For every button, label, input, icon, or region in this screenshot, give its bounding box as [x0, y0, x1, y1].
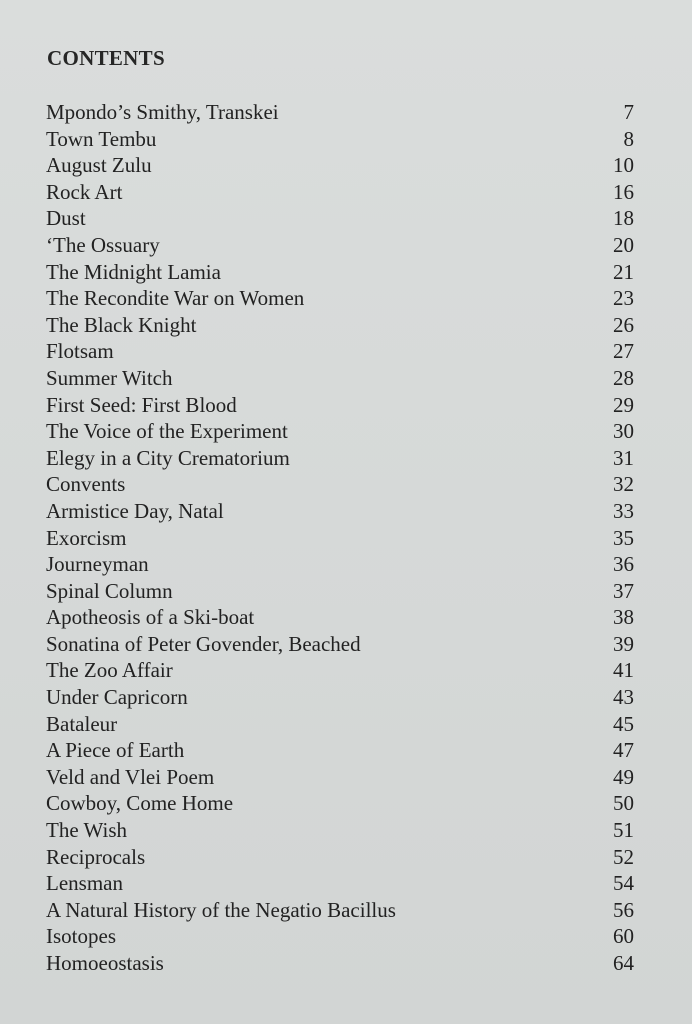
toc-entry-title: Convents: [46, 472, 126, 497]
toc-entry: [0, 418, 692, 445]
toc-entry-page-number: 51: [613, 818, 634, 843]
toc-entry-title: Spinal Column: [46, 578, 173, 603]
toc-entry-page-number: 31: [613, 445, 634, 470]
toc-entry-page-number: 16: [613, 179, 634, 204]
toc-entry-page-number: 8: [623, 126, 634, 151]
toc-entry: [0, 844, 692, 871]
toc-entry-title: The Recondite War on Women: [46, 286, 305, 311]
toc-entry: [0, 205, 692, 232]
toc-entry-title: Sonatina of Peter Govender, Beached: [46, 631, 361, 656]
toc-entry-page-number: 56: [613, 897, 634, 922]
toc-entry-page-number: 39: [613, 631, 634, 656]
toc-entry: [0, 152, 692, 179]
toc-entry-page-number: 18: [613, 206, 634, 231]
toc-entry-page-number: 32: [613, 472, 634, 497]
toc-entry-page-number: 41: [613, 658, 634, 683]
toc-entry-title: Armistice Day, Natal: [46, 498, 224, 523]
toc-entry-title: Journeyman: [46, 552, 149, 577]
toc-entry-title: The Wish: [46, 818, 128, 843]
toc-entry-page-number: 23: [613, 286, 634, 311]
toc-entry-page-number: 29: [613, 392, 634, 417]
toc-entry-page-number: 54: [613, 871, 634, 896]
contents-heading: CONTENTS: [47, 46, 165, 70]
toc-entry-page-number: 36: [613, 552, 634, 577]
toc-entry-page-number: 47: [613, 738, 634, 763]
toc-entry-title: Elegy in a City Crematorium: [46, 445, 290, 470]
toc-entry-title: August Zulu: [46, 153, 152, 178]
toc-entry-page-number: 50: [613, 791, 634, 816]
toc-entry: [0, 338, 692, 365]
toc-entry: [0, 950, 692, 977]
toc-entry: [0, 259, 692, 286]
toc-entry-page-number: 21: [613, 259, 634, 284]
toc-entry-title: The Midnight Lamia: [46, 259, 221, 284]
toc-entry-title: Homoeostasis: [46, 951, 164, 975]
toc-entry-page-number: 33: [613, 498, 634, 523]
toc-entry-title: The Voice of the Experiment: [46, 419, 288, 444]
toc-entry: [0, 365, 692, 392]
toc-entry-title: Dust: [46, 206, 86, 231]
toc-entry-title: Under Capricorn: [46, 685, 188, 710]
toc-entry-page-number: 52: [613, 844, 634, 869]
toc-entry-title: Summer Witch: [46, 365, 173, 390]
toc-entry: [0, 471, 692, 498]
toc-entry-title: Veld and Vlei Poem: [46, 764, 215, 789]
toc-entry: [0, 870, 692, 897]
toc-entry-page-number: 35: [613, 525, 634, 550]
toc-entry-title: Mpondo’s Smithy, Transkei: [46, 100, 279, 124]
toc-entry: [0, 312, 692, 339]
toc-entry: [0, 711, 692, 738]
toc-entry-title: Isotopes: [46, 924, 116, 949]
toc-entry: [0, 790, 692, 817]
toc-entry: [0, 232, 692, 259]
toc-entry: [0, 445, 692, 472]
toc-entry-title: A Natural History of the Negatio Bacillus: [46, 897, 396, 922]
toc-entry: [0, 764, 692, 791]
toc-entry: [0, 817, 692, 844]
toc-entry: [0, 737, 692, 764]
toc-entry-title: Cowboy, Come Home: [46, 791, 234, 816]
toc-entry-title: First Seed: First Blood: [46, 392, 237, 417]
toc-entry-title: The Zoo Affair: [46, 658, 173, 683]
toc-entry: [0, 392, 692, 419]
toc-entry-title: Flotsam: [46, 339, 114, 364]
toc-entry: [0, 631, 692, 658]
toc-entry-page-number: 7: [623, 100, 634, 124]
toc-entry-page-number: 26: [613, 312, 634, 337]
toc-entry-page-number: 28: [613, 365, 634, 390]
toc-entry-title: Rock Art: [46, 179, 123, 204]
toc-entry: [0, 604, 692, 631]
toc-entry-title: Town Tembu: [46, 126, 157, 151]
toc-entry: [0, 897, 692, 924]
toc-entry: [0, 923, 692, 950]
toc-entry-title: Lensman: [46, 871, 123, 896]
toc-entry-page-number: 30: [613, 419, 634, 444]
toc-entry-title: Bataleur: [46, 711, 118, 736]
toc-entry: [0, 99, 692, 126]
toc-entry-page-number: 10: [613, 153, 634, 178]
toc-entry-title: Exorcism: [46, 525, 127, 550]
toc-entry-page-number: 27: [613, 339, 634, 364]
toc-entry-page-number: 64: [613, 951, 634, 975]
toc-entry: [0, 525, 692, 552]
toc-entry: [0, 285, 692, 312]
toc-entry: [0, 498, 692, 525]
toc-entry-title: A Piece of Earth: [46, 738, 185, 763]
toc-entry-title: The Black Knight: [46, 312, 197, 337]
toc-entry-title: Reciprocals: [46, 844, 146, 869]
toc-entry-title: ‘The Ossuary: [46, 232, 160, 257]
table-of-contents: [0, 99, 692, 977]
toc-entry-title: Apotheosis of a Ski-boat: [46, 605, 255, 630]
toc-entry-page-number: 38: [613, 605, 634, 630]
toc-entry-page-number: 37: [613, 578, 634, 603]
toc-entry-page-number: 49: [613, 764, 634, 789]
toc-entry: [0, 179, 692, 206]
toc-entry-page-number: 45: [613, 711, 634, 736]
toc-entry: [0, 657, 692, 684]
toc-entry-page-number: 43: [613, 685, 634, 710]
toc-entry: [0, 551, 692, 578]
toc-entry: [0, 578, 692, 605]
toc-entry-page-number: 20: [613, 232, 634, 257]
toc-entry: [0, 126, 692, 153]
toc-entry: [0, 684, 692, 711]
toc-entry-page-number: 60: [613, 924, 634, 949]
